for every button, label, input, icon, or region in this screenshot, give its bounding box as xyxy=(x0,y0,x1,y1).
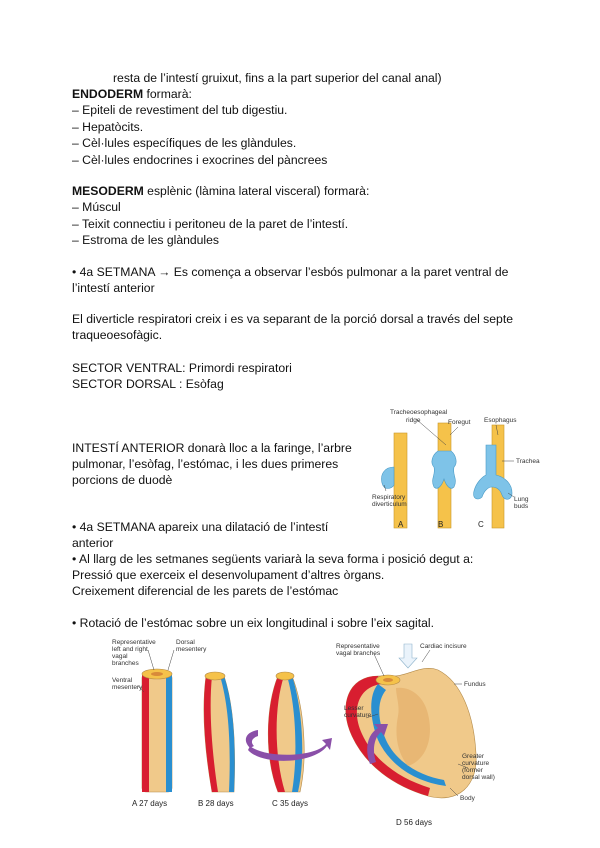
label-trachea: Trachea xyxy=(516,458,540,465)
label-lung: Lung xyxy=(514,496,529,503)
label-diverticulum: diverticulum xyxy=(372,501,407,508)
text-line: porcions de duodè xyxy=(72,473,173,487)
caption-a: A xyxy=(398,520,404,529)
label-esophagus: Esophagus xyxy=(484,417,517,424)
text-line: • Al llarg de les setmanes següents variarà la seva forma i posició degut a: xyxy=(72,552,474,566)
text-line: anterior xyxy=(72,536,114,550)
foregut-tube-a xyxy=(394,433,407,528)
label-tracheoesophageal: Tracheoesophageal xyxy=(390,409,448,416)
label-buds: buds xyxy=(514,503,529,510)
list-item: – Hepatòcits. xyxy=(72,120,144,134)
label-lesser-curvature: curvature xyxy=(344,712,372,719)
stage-d-stomach xyxy=(346,668,476,798)
respiratory-diverticulum-figure xyxy=(366,405,544,533)
label-left-right: left and right xyxy=(112,646,148,653)
text-line: Pressió que exerceix el desenvolupament d’altres òrgans. xyxy=(72,568,385,582)
stage-b-tube xyxy=(204,672,235,792)
down-arrow-icon xyxy=(399,644,417,668)
label-fundus: Fundus xyxy=(464,681,486,688)
list-item: – Múscul xyxy=(72,200,121,214)
label-ventral: Ventral xyxy=(112,677,133,684)
label-representative: Representative xyxy=(112,639,156,646)
label-dorsal-mesentery: mesentery xyxy=(176,646,207,653)
text-line: SECTOR VENTRAL: Primordi respiratori xyxy=(72,361,292,375)
text-line: resta de l’intestí gruixut, fins a la part superior del canal anal) xyxy=(113,71,442,85)
text-line: SECTOR DORSAL : Esòfag xyxy=(72,377,224,391)
label-vagal-branches-d: vagal branches xyxy=(336,650,381,657)
label-lesser: Lesser xyxy=(344,705,364,712)
list-item: – Estroma de les glàndules xyxy=(72,233,220,247)
label-vagal: vagal xyxy=(112,653,128,660)
rotation-arrow-back-icon xyxy=(246,730,258,748)
text-line: • Rotació de l’estómac sobre un eix longitudinal i sobre l’eix sagital. xyxy=(72,616,434,630)
mesoderm-rest: esplènic (làmina lateral visceral) formarà: xyxy=(143,184,370,198)
mesoderm-heading xyxy=(72,183,369,199)
label-ridge: ridge xyxy=(406,417,421,424)
label-dorsal: Dorsal xyxy=(176,639,195,646)
text-line: l’intestí anterior xyxy=(72,281,155,295)
label-respiratory: Respiratory xyxy=(372,494,406,501)
stage-a-tube xyxy=(142,669,172,792)
label-body: Body xyxy=(460,795,475,802)
text-line: pulmonar, l’esòfag, l’estómac, i les dues primeres xyxy=(72,457,339,471)
text-line: El diverticle respiratori creix i es va separant de la porció dorsal a través del septe xyxy=(72,312,513,326)
caption-c: C xyxy=(478,520,484,529)
label-former: (former xyxy=(462,767,483,774)
label-greater-curvature: curvature xyxy=(462,760,490,767)
label-ventral-mesentery: mesentery xyxy=(112,684,143,691)
caption-b: B xyxy=(438,520,444,529)
endoderm-heading xyxy=(72,86,192,102)
list-item: – Cèl·lules específiques de les glàndules. xyxy=(72,136,297,150)
label-greater: Greater xyxy=(462,753,485,760)
endoderm-title: ENDODERM xyxy=(72,87,144,101)
text-line: Creixement diferencial de les parets de l’estómac xyxy=(72,584,339,598)
stomach-rotation-figure xyxy=(78,636,498,830)
lung-bud-a xyxy=(382,467,395,489)
caption-35-days: C 35 days xyxy=(272,799,309,808)
endoderm-rest: formarà: xyxy=(143,87,192,101)
label-dorsal-wall: dorsal wall) xyxy=(462,774,495,781)
list-item: – Cèl·lules endocrines i exocrines del pàncrees xyxy=(72,153,328,167)
text-line: • 4a SETMANA → Es comença a observar l’esbós pulmonar a la paret ventral de xyxy=(72,265,509,279)
text-line: INTESTÍ ANTERIOR donarà lloc a la faringe, l’arbre xyxy=(72,441,352,455)
stage-c-tube xyxy=(268,672,304,792)
label-foregut: Foregut xyxy=(448,419,471,426)
label-representative-d: Representative xyxy=(336,643,380,650)
text-line: traqueoesofàgic. xyxy=(72,328,163,342)
label-cardiac-incisure: Cardiac incisure xyxy=(420,643,467,650)
caption-56-days: D 56 days xyxy=(396,818,433,827)
caption-27-days: A 27 days xyxy=(132,799,168,808)
text-line: • 4a SETMANA apareix una dilatació de l’intestí xyxy=(72,520,329,534)
label-branches: branches xyxy=(112,660,139,667)
list-item: – Teixit connectiu i peritoneu de la paret de l’intestí. xyxy=(72,217,349,231)
caption-28-days: B 28 days xyxy=(198,799,234,808)
mesoderm-title: MESODERM xyxy=(72,184,144,198)
list-item: – Epiteli de revestiment del tub digestiu. xyxy=(72,103,288,117)
